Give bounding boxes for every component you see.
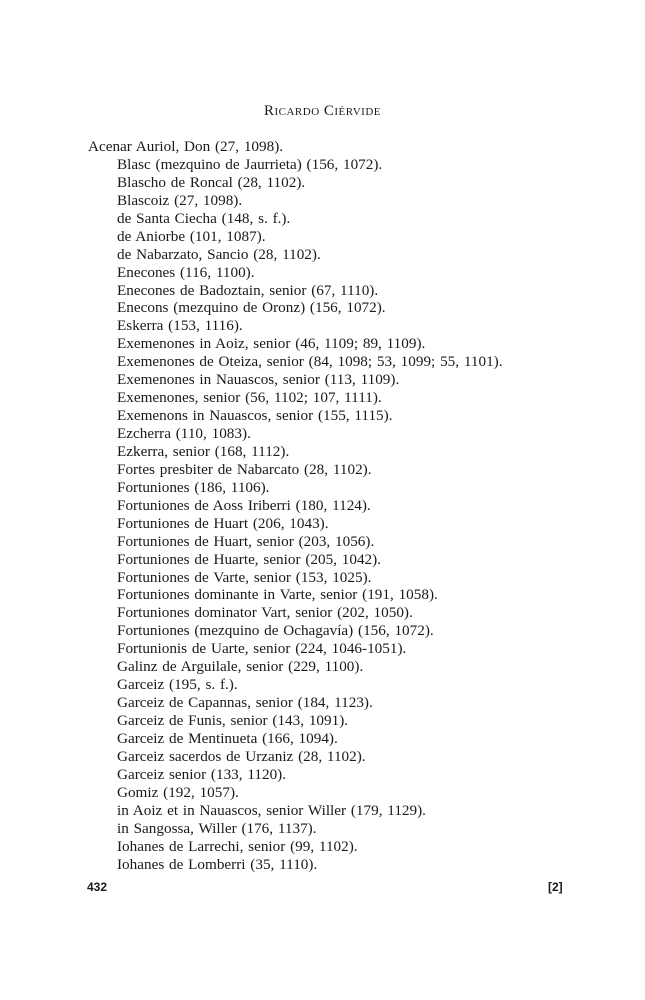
- index-entry: in Sangossa, Willer (176, 1137).: [117, 819, 317, 837]
- index-entry: Iohanes de Lomberri (35, 1110).: [117, 855, 318, 873]
- index-entry: Exemenones in Aoiz, senior (46, 1109; 89, 1109).: [117, 335, 426, 353]
- index-entry: Garceiz senior (133, 1120).: [117, 765, 287, 783]
- index-entry: Exemenones, senior (56, 1102; 107, 1111).: [117, 389, 382, 407]
- index-entry: Eskerra (153, 1116).: [117, 317, 243, 335]
- index-entry: Garceiz de Funis, senior (143, 1091).: [117, 712, 349, 729]
- index-entry: Fortuniones dominator Vart, senior (202, 1050).: [117, 604, 413, 622]
- index-entry: Ezkerra, senior (168, 1112).: [117, 442, 290, 460]
- index-entry: Galinz de Arguilale, senior (229, 1100).: [117, 658, 364, 676]
- index-entry: Iohanes de Larrechi, senior (99, 1102).: [117, 837, 358, 855]
- index-entry: Garceiz de Mentinueta (166, 1094).: [117, 729, 338, 747]
- index-entry: Exemenones de Oteiza, senior (84, 1098; 53, 1099; 55, 1101).: [117, 353, 503, 371]
- index-entry: Fortuniones (mezquino de Ochagavía) (156, 1072).: [117, 622, 434, 640]
- index-entry: Exemenones in Nauascos, senior (113, 1109).: [117, 371, 400, 389]
- index-entry: Fortuniones de Huart (206, 1043).: [117, 514, 329, 532]
- index-entry: Ezcherra (110, 1083).: [117, 425, 251, 442]
- index-entry: Fortes presbiter de Nabarcato (28, 1102).: [117, 460, 372, 478]
- index-entry: Blasc (mezquino de Jaurrieta) (156, 1072).: [117, 155, 383, 173]
- index-entry: Fortunionis de Uarte, senior (224, 1046-1051).: [117, 640, 407, 658]
- signature-mark: [2]: [548, 880, 563, 894]
- index-entry: de Santa Ciecha (148, s. f.).: [117, 209, 291, 227]
- index-entry: Fortuniones dominante in Varte, senior (191, 1058).: [117, 586, 438, 604]
- page-number: 432: [87, 880, 108, 894]
- index-entry: Exemenons in Nauascos, senior (155, 1115).: [117, 407, 393, 425]
- index-entry: Gomiz (192, 1057).: [117, 783, 239, 801]
- index-entry: Fortuniones de Varte, senior (153, 1025).: [117, 568, 372, 586]
- index-entry: Fortuniones de Huart, senior (203, 1056).: [117, 532, 375, 550]
- index-entry: Blascho de Roncal (28, 1102).: [117, 173, 306, 191]
- index-entry: Acenar Auriol, Don (27, 1098).: [88, 138, 284, 155]
- index-entry: Garceiz de Capannas, senior (184, 1123).: [117, 694, 373, 712]
- index-entry: Fortuniones de Huarte, senior (205, 1042).: [117, 550, 381, 568]
- index-entry: de Nabarzato, Sancio (28, 1102).: [117, 245, 321, 263]
- index-entry: Garceiz sacerdos de Urzaniz (28, 1102).: [117, 747, 366, 765]
- index-entry: Fortuniones de Aoss Iriberri (180, 1124).: [117, 496, 371, 514]
- index-entry: Garceiz (195, s. f.).: [117, 676, 238, 694]
- index-entry: in Aoiz et in Nauascos, senior Willer (179, 1129).: [117, 801, 426, 819]
- index-entry: Enecones (116, 1100).: [117, 263, 255, 281]
- index-entries: [0, 138, 645, 873]
- running-head: Ricardo Ciérvide: [263, 103, 382, 119]
- index-entry: Blascoiz (27, 1098).: [117, 191, 243, 209]
- index-entry: de Aniorbe (101, 1087).: [117, 227, 266, 245]
- index-entry: Enecons (mezquino de Oronz) (156, 1072).: [117, 299, 386, 317]
- index-entry: Enecones de Badoztain, senior (67, 1110).: [117, 281, 379, 299]
- index-entry: Fortuniones (186, 1106).: [117, 478, 270, 496]
